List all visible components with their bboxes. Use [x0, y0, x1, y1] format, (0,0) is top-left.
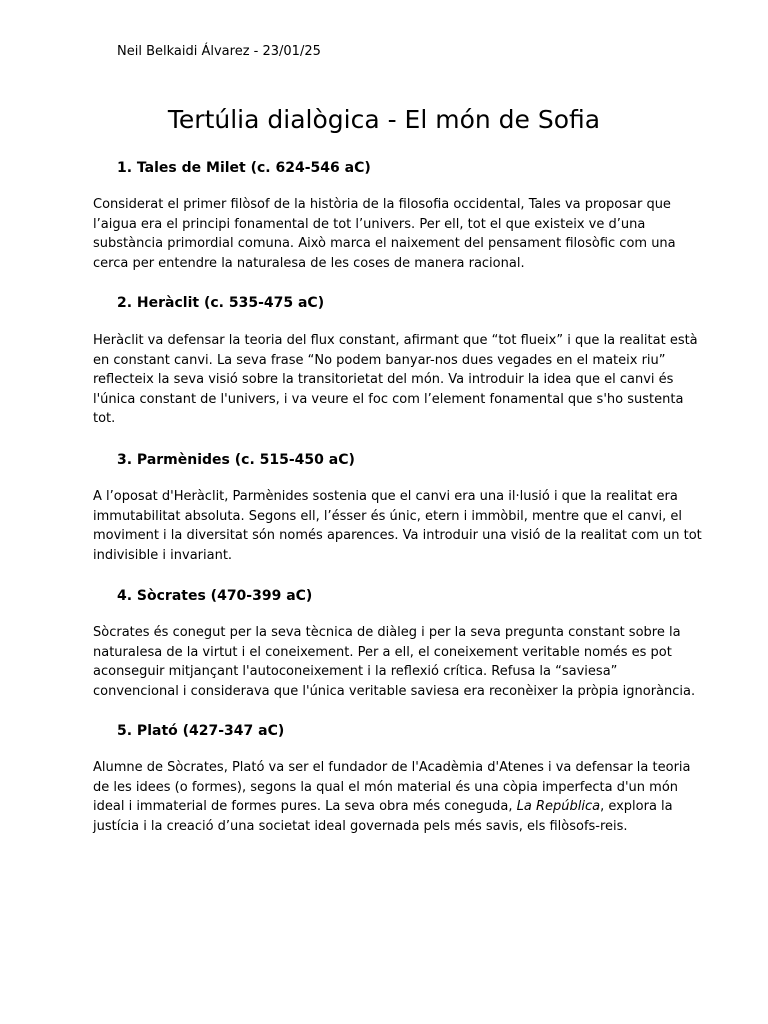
section-body-heraclit: [93, 331, 698, 429]
section-heading-socrates: 4. Sòcrates (470-399 aC): [117, 588, 313, 604]
section-body-parmenides: [93, 487, 702, 565]
paragraph-line: l'única constant de l'univers, i va veure el foc com l’element fonamental que s'ho sustenta: [93, 391, 684, 407]
section-heading-tales: 1. Tales de Milet (c. 624-546 aC): [117, 160, 371, 176]
document-title: Tertúlia dialògica - El món de Sofia: [167, 105, 601, 134]
paragraph-line: immutabilitat absoluta. Segons ell, l’ésser és únic, etern i immòbil, mentre que el canvi, el: [93, 508, 683, 524]
paragraph-line: justícia i la creació d’una societat ideal governada pels més savis, els filòsofs-reis.: [93, 818, 628, 834]
section-body-socrates: [93, 623, 696, 701]
paragraph-line: A l’oposat d'Heràclit, Parmènides sostenia que el canvi era una il·lusió i que la realitat era: [93, 489, 678, 504]
paragraph-line: de les idees (o formes), segons la qual el món material és una còpia imperfecta d'un món: [93, 779, 679, 795]
paragraph-line-text: ideal i immaterial de formes pures. La seva obra més coneguda,: [93, 799, 513, 814]
paragraph-line-text: , explora la: [600, 799, 673, 814]
section-heading-parmenides: 3. Parmènides (c. 515-450 aC): [117, 452, 355, 468]
paragraph-line: en constant canvi. La seva frase “No podem banyar-nos dues vegades en el mateix riu”: [93, 352, 666, 368]
author-date-header: Neil Belkaidi Álvarez - 23/01/25: [117, 44, 321, 59]
paragraph-line: Alumne de Sòcrates, Plató va ser el fundador de l'Acadèmia d'Atenes i va defensar la teoria: [93, 760, 691, 775]
paragraph-line: Considerat el primer filòsof de la història de la filosofia occidental, Tales va proposar que: [93, 197, 671, 212]
paragraph-line: aconseguir mitjançant l'autoconeixement i la reflexió crítica. Refusa la “saviesa”: [93, 664, 618, 679]
paragraph-line: convencional i considerava que l'única veritable saviesa era reconèixer la pròpia ignorància.: [93, 683, 696, 699]
paragraph-line: reflecteix la seva visió sobre la transitorietat del món. Va introduir la idea que el canvi és: [93, 372, 674, 387]
section-body-tales: [93, 195, 683, 273]
section-body-plato: [93, 758, 691, 836]
paragraph-line: Sòcrates és conegut per la seva tècnica de diàleg i per la seva pregunta constant sobre la: [93, 625, 681, 640]
paragraph-line: indivisible i invariant.: [93, 547, 233, 563]
paragraph-line: cerca per entendre la naturalesa de les coses de manera racional.: [93, 255, 525, 271]
paragraph-line: Heràclit va defensar la teoria del flux constant, afirmant que “tot flueix” i que la realitat està: [93, 333, 698, 348]
section-heading-heraclit: 2. Heràclit (c. 535-475 aC): [117, 295, 325, 311]
paragraph-line: [93, 797, 683, 817]
section-heading-plato: 5. Plató (427-347 aC): [117, 723, 285, 739]
paragraph-line: l’aigua era el principi fonamental de tot l’univers. Per ell, tot el que existeix ve d’una: [93, 216, 646, 232]
paragraph-line: tot.: [93, 411, 116, 426]
italic-work-title: La República: [516, 799, 601, 814]
paragraph-line: substància primordial comuna. Això marca el naixement del pensament filosòfic com una: [93, 236, 676, 251]
paragraph-line: naturalesa de la virtut i el coneixement. Per a ell, el coneixement veritable només es pot: [93, 644, 672, 660]
paragraph-line: moviment i la diversitat són només aparences. Va introduir una visió de la realitat com un tot: [93, 528, 702, 543]
